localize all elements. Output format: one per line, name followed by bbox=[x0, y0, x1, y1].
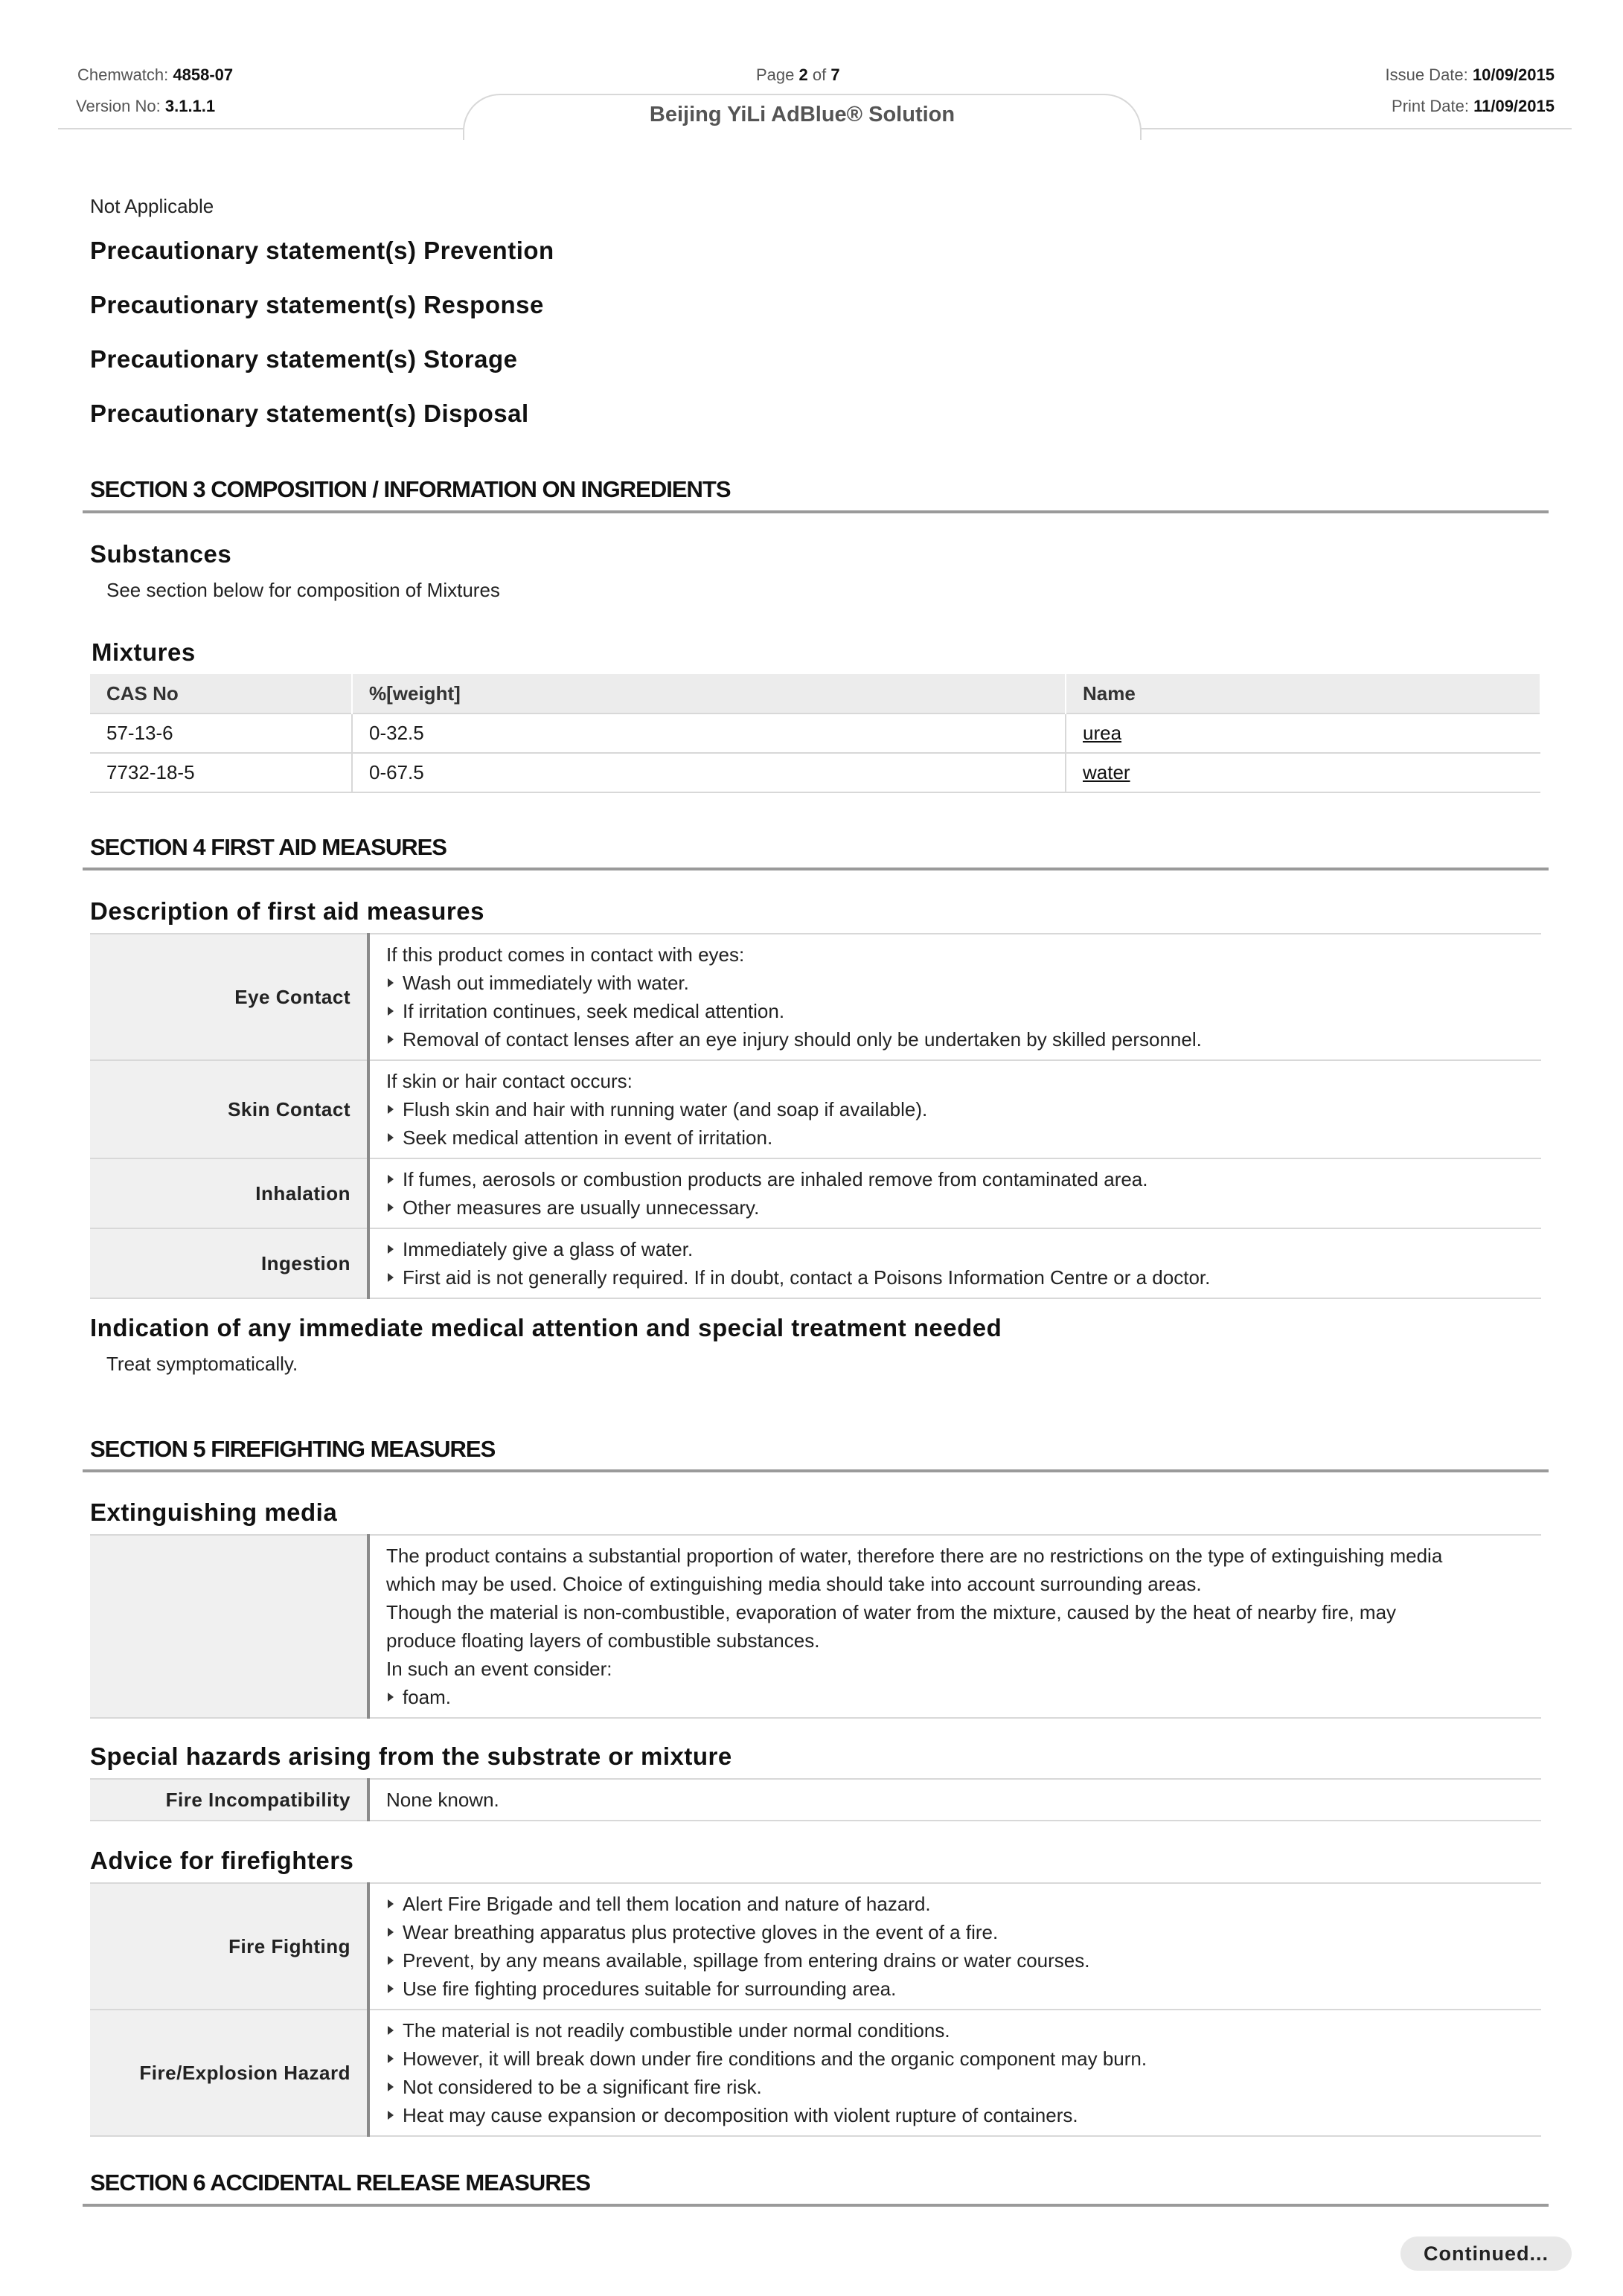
ingredient-link-urea[interactable]: urea bbox=[1083, 722, 1122, 744]
table-row bbox=[90, 753, 1540, 792]
list-item: The material is not readily combustible under normal conditions. bbox=[386, 2016, 1541, 2045]
section-4-title: SECTION 4 FIRST AID MEASURES bbox=[90, 834, 446, 860]
section-6-title: SECTION 6 ACCIDENTAL RELEASE MEASURES bbox=[90, 2170, 591, 2196]
page-total: 7 bbox=[830, 65, 840, 84]
chemwatch-label: Chemwatch: bbox=[77, 65, 169, 84]
ingredient-link-water[interactable]: water bbox=[1083, 761, 1130, 783]
advice-table bbox=[90, 1882, 1541, 2137]
list-item: First aid is not generally required. If in doubt, contact a Poisons Information Centre or a doctor. bbox=[386, 1263, 1541, 1292]
first-aid-table bbox=[90, 933, 1541, 1299]
section-3-title: SECTION 3 COMPOSITION / INFORMATION ON INGREDIENTS bbox=[90, 476, 731, 502]
column-name: Name bbox=[1066, 674, 1540, 714]
fire-incompatibility-label: Fire Incompatibility bbox=[90, 1779, 368, 1821]
page-of: of bbox=[812, 65, 827, 84]
skin-contact-value bbox=[368, 1060, 1541, 1158]
table-row bbox=[90, 714, 1540, 753]
list-item: Not considered to be a significant fire risk. bbox=[386, 2073, 1541, 2101]
list-item: Wash out immediately with water. bbox=[386, 969, 1541, 997]
indication-text: Treat symptomatically. bbox=[106, 1353, 298, 1375]
not-applicable-text: Not Applicable bbox=[90, 195, 214, 217]
print-value: 11/09/2015 bbox=[1473, 97, 1555, 115]
eye-contact-intro: If this product comes in contact with eyes: bbox=[386, 943, 745, 966]
weight-cell: 0-67.5 bbox=[352, 753, 1066, 792]
product-title: Beijing YiLi AdBlue® Solution bbox=[649, 103, 955, 126]
chemwatch-id bbox=[77, 65, 233, 85]
header-rule-right bbox=[1137, 128, 1572, 129]
issue-date bbox=[1385, 65, 1555, 85]
precaution-response-heading: Precautionary statement(s) Response bbox=[90, 291, 544, 318]
substances-heading: Substances bbox=[90, 540, 232, 568]
indication-heading: Indication of any immediate medical attention and special treatment needed bbox=[90, 1314, 1002, 1341]
list-item: Prevent, by any means available, spillage from entering drains or water courses. bbox=[386, 1946, 1541, 1975]
list-item: Alert Fire Brigade and tell them location and nature of hazard. bbox=[386, 1890, 1541, 1918]
list-item: Flush skin and hair with running water (and soap if available). bbox=[386, 1095, 1541, 1123]
print-date bbox=[1392, 97, 1555, 116]
section-6-rule bbox=[83, 2204, 1549, 2207]
list-item: Heat may cause expansion or decomposition with violent rupture of containers. bbox=[386, 2101, 1541, 2129]
section-5-rule bbox=[83, 1469, 1549, 1472]
fire-fighting-label: Fire Fighting bbox=[90, 1883, 368, 2010]
fire-incompatibility-value: None known. bbox=[368, 1779, 1541, 1821]
column-weight: %[weight] bbox=[352, 674, 1066, 714]
name-cell bbox=[1066, 714, 1540, 753]
special-hazards-table bbox=[90, 1778, 1541, 1821]
list-item: If irritation continues, seek medical attention. bbox=[386, 997, 1541, 1025]
eye-contact-row bbox=[90, 934, 1541, 1060]
page-indicator bbox=[756, 65, 840, 85]
list-item: Use fire fighting procedures suitable for surrounding area. bbox=[386, 1975, 1541, 2003]
extinguishing-media-heading: Extinguishing media bbox=[90, 1498, 338, 1526]
name-cell bbox=[1066, 753, 1540, 792]
weight-cell: 0-32.5 bbox=[352, 714, 1066, 753]
mixtures-table bbox=[90, 674, 1541, 793]
list-item: Removal of contact lenses after an eye injury should only be undertaken by skilled personnel. bbox=[386, 1025, 1541, 1054]
list-item: Seek medical attention in event of irritation. bbox=[386, 1123, 1541, 1152]
ingestion-value bbox=[368, 1228, 1541, 1298]
eye-contact-label: Eye Contact bbox=[90, 934, 368, 1060]
fire-explosion-label: Fire/Explosion Hazard bbox=[90, 2010, 368, 2136]
fire-fighting-value bbox=[368, 1883, 1541, 2010]
version-value: 3.1.1.1 bbox=[164, 97, 216, 115]
paragraph-line: Though the material is non-combustible, evaporation of water from the mixture, caused by the heat of nearby fire, may bbox=[386, 1601, 1397, 1623]
precaution-prevention-heading: Precautionary statement(s) Prevention bbox=[90, 237, 554, 264]
paragraph-line: In such an event consider: bbox=[386, 1658, 612, 1680]
issue-label: Issue Date: bbox=[1385, 65, 1468, 84]
inhalation-value bbox=[368, 1158, 1541, 1228]
list-item: Wear breathing apparatus plus protective gloves in the event of a fire. bbox=[386, 1918, 1541, 1946]
first-aid-description-heading: Description of first aid measures bbox=[90, 897, 484, 925]
fire-incompatibility-row bbox=[90, 1779, 1541, 1821]
eye-contact-value bbox=[368, 934, 1541, 1060]
paragraph-line: produce floating layers of combustible substances. bbox=[386, 1629, 820, 1652]
ingestion-row bbox=[90, 1228, 1541, 1298]
skin-contact-intro: If skin or hair contact occurs: bbox=[386, 1070, 633, 1092]
inhalation-row bbox=[90, 1158, 1541, 1228]
version-number bbox=[76, 97, 215, 116]
precaution-storage-heading: Precautionary statement(s) Storage bbox=[90, 345, 518, 373]
print-label: Print Date: bbox=[1392, 97, 1469, 115]
list-item: foam. bbox=[386, 1683, 1541, 1711]
version-label: Version No: bbox=[76, 97, 161, 115]
list-item: If fumes, aerosols or combustion products are inhaled remove from contaminated area. bbox=[386, 1165, 1541, 1193]
list-item: However, it will break down under fire conditions and the organic component may burn. bbox=[386, 2045, 1541, 2073]
page-current: 2 bbox=[798, 65, 808, 84]
list-item: Other measures are usually unnecessary. bbox=[386, 1193, 1541, 1222]
cas-cell: 7732-18-5 bbox=[90, 753, 352, 792]
skin-contact-label: Skin Contact bbox=[90, 1060, 368, 1158]
section-3-rule bbox=[83, 510, 1549, 513]
extinguishing-media-table bbox=[90, 1534, 1541, 1719]
section-4-rule bbox=[83, 868, 1549, 870]
chemwatch-value: 4858-07 bbox=[173, 65, 234, 84]
issue-value: 10/09/2015 bbox=[1472, 65, 1555, 84]
fire-fighting-row bbox=[90, 1883, 1541, 2010]
ingestion-label: Ingestion bbox=[90, 1228, 368, 1298]
cas-cell: 57-13-6 bbox=[90, 714, 352, 753]
inhalation-label: Inhalation bbox=[90, 1158, 368, 1228]
paragraph-line: which may be used. Choice of extinguishing media should take into account surrounding areas. bbox=[386, 1573, 1202, 1595]
list-item: Immediately give a glass of water. bbox=[386, 1235, 1541, 1263]
precaution-disposal-heading: Precautionary statement(s) Disposal bbox=[90, 400, 529, 427]
header-rule-left bbox=[58, 128, 464, 129]
extinguishing-row bbox=[90, 1535, 1541, 1718]
section-5-title: SECTION 5 FIREFIGHTING MEASURES bbox=[90, 1436, 496, 1462]
paragraph-line: The product contains a substantial proportion of water, therefore there are no restrictions on the type of extinguishing media bbox=[386, 1545, 1443, 1567]
fire-explosion-value bbox=[368, 2010, 1541, 2136]
mixtures-header-row bbox=[90, 674, 1540, 714]
advice-heading: Advice for firefighters bbox=[90, 1847, 354, 1874]
skin-contact-row bbox=[90, 1060, 1541, 1158]
column-cas: CAS No bbox=[90, 674, 352, 714]
substances-text: See section below for composition of Mixtures bbox=[106, 579, 500, 601]
mixtures-heading: Mixtures bbox=[92, 638, 196, 666]
special-hazards-heading: Special hazards arising from the substrate or mixture bbox=[90, 1742, 732, 1770]
fire-explosion-row bbox=[90, 2010, 1541, 2136]
extinguishing-value bbox=[368, 1535, 1541, 1718]
extinguishing-label bbox=[90, 1535, 368, 1718]
continued-badge: Continued... bbox=[1400, 2236, 1572, 2271]
page-prefix: Page bbox=[756, 65, 795, 84]
